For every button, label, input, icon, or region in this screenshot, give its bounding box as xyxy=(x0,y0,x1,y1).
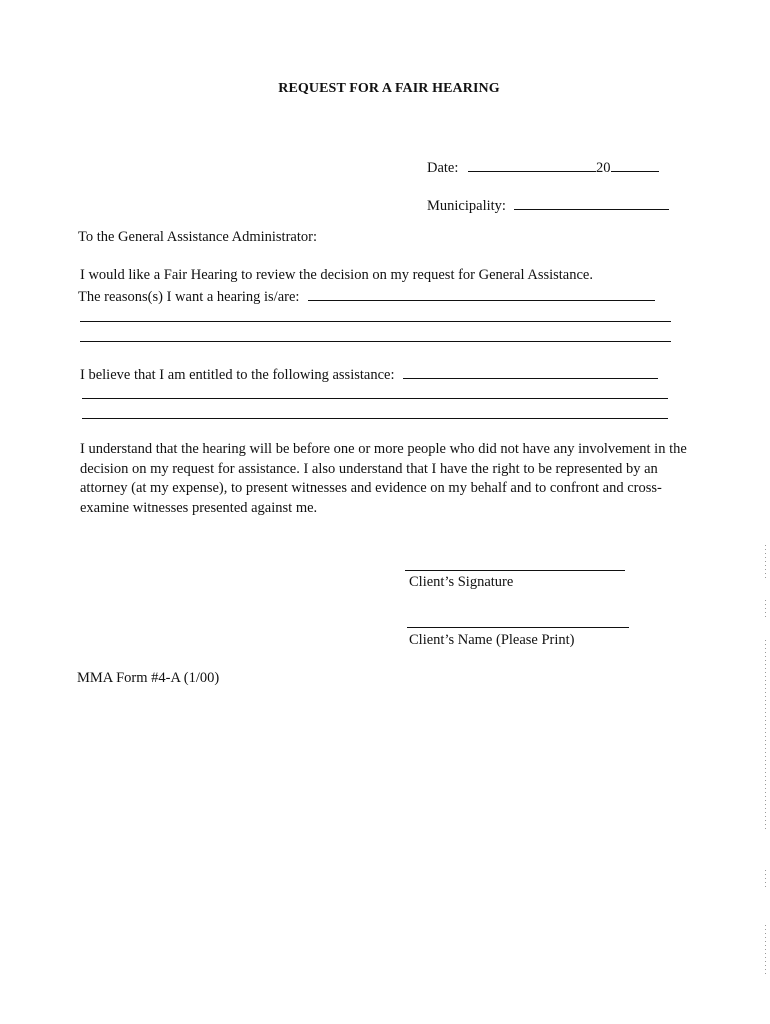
signature-line[interactable] xyxy=(405,570,625,571)
date-label: Date: xyxy=(427,160,459,176)
reasons-field-first[interactable] xyxy=(308,286,655,301)
entitled-field-first[interactable] xyxy=(403,364,658,379)
entitled-field-line-2[interactable] xyxy=(82,398,668,399)
form-title: REQUEST FOR A FAIR HEARING xyxy=(278,81,500,96)
salutation: To the General Assistance Administrator: xyxy=(78,229,317,245)
entitled-row xyxy=(80,364,658,384)
entitled-label: I believe that I am entitled to the following assistance: xyxy=(80,367,395,383)
edge-mark-1 xyxy=(765,545,766,580)
date-year-prefix: 20 xyxy=(596,160,611,176)
name-line[interactable] xyxy=(407,627,629,628)
request-line: I would like a Fair Hearing to review the decision on my request for General Assistance. xyxy=(80,267,593,283)
entitled-field-line-3[interactable] xyxy=(82,418,668,419)
form-id: MMA Form #4-A (1/00) xyxy=(77,670,220,686)
signature-label: Client’s Signature xyxy=(409,574,514,590)
date-year-field[interactable] xyxy=(611,157,659,172)
municipality-label: Municipality: xyxy=(427,198,506,214)
municipality-row xyxy=(427,195,669,215)
name-label: Client’s Name (Please Print) xyxy=(409,632,575,648)
municipality-field[interactable] xyxy=(514,195,669,210)
reasons-row xyxy=(78,286,655,306)
reasons-field-line-2[interactable] xyxy=(80,321,671,322)
reasons-label: The reasons(s) I want a hearing is/are: xyxy=(78,289,300,305)
understanding-paragraph: I understand that the hearing will be before one or more people who did not have any involvement in the decision on my request for assistance. I also understand that I have the right to be represented by an attorney (at my expense), to present witnesses and evidence on my behalf and to confront and cross-examine witnesses presented against me. xyxy=(80,441,687,516)
date-row xyxy=(427,157,659,177)
date-field[interactable] xyxy=(468,157,596,172)
edge-mark-4 xyxy=(765,870,766,888)
reasons-field-line-3[interactable] xyxy=(80,341,671,342)
edge-mark-2 xyxy=(765,600,766,620)
edge-mark-5 xyxy=(765,925,766,975)
edge-mark-3 xyxy=(765,640,766,830)
